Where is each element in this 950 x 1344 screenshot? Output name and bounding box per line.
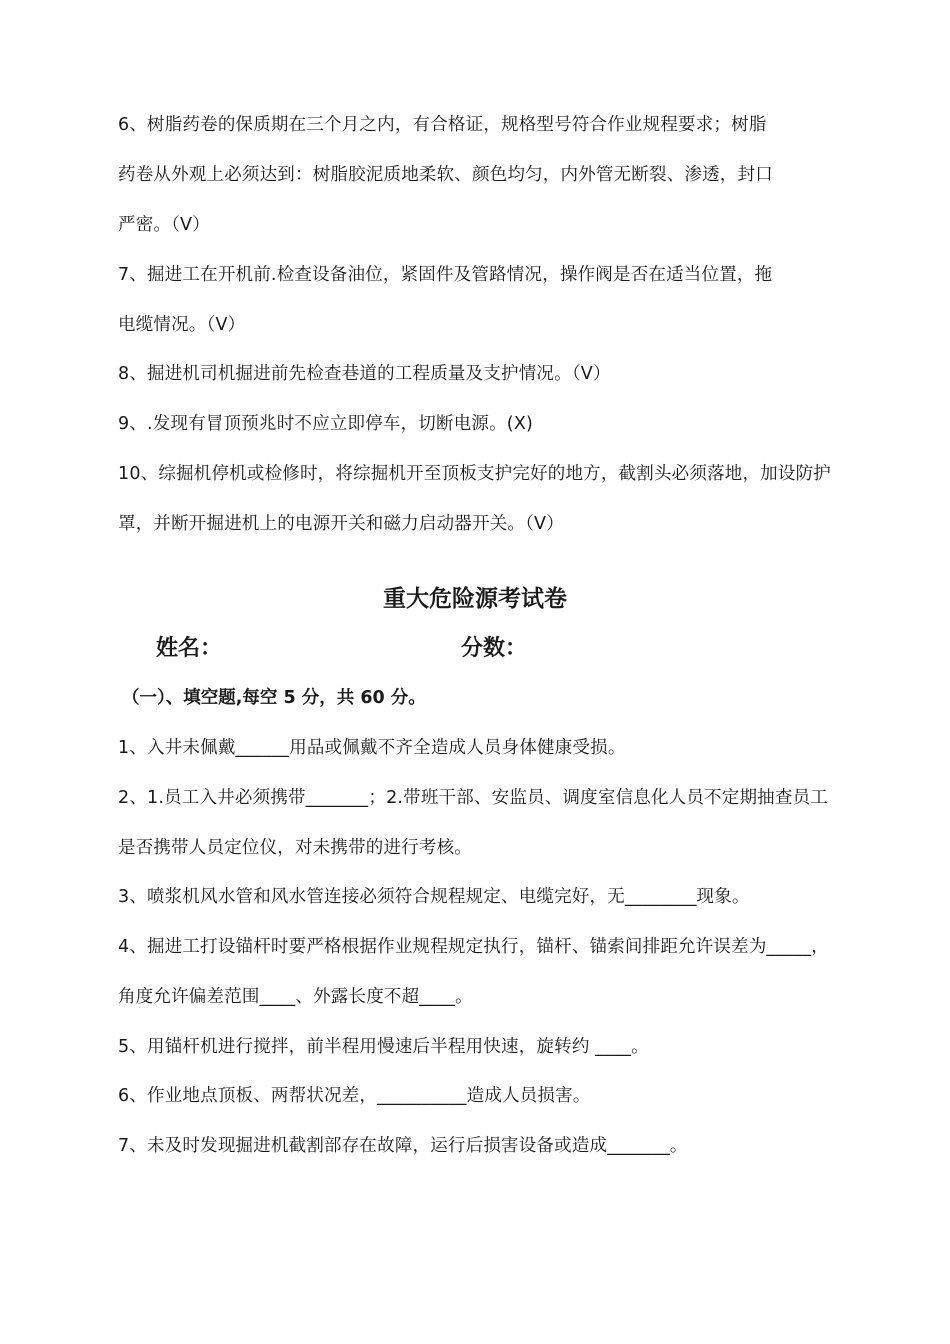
name-label: 姓名： xyxy=(156,636,223,661)
score-label: 分数： xyxy=(461,636,528,661)
judgment-item-10-line-2: 罩，并断开掘进机上的电源开关和磁力启动器开关。（V） xyxy=(118,514,564,534)
judgment-item-6-line-2: 药卷从外观上必须达到：树脂胶泥质地柔软、颜色均匀，内外管无断裂、渗透，封口 xyxy=(118,165,773,185)
exam-title: 重大危险源考试卷 xyxy=(383,586,567,612)
judgment-item-8: 8、掘进机司机掘进前先检查巷道的工程质量及支护情况。（V） xyxy=(118,364,611,384)
fill-item-2-line-2: 是否携带人员定位仪，对未携带的进行考核。 xyxy=(118,838,472,858)
judgment-item-7-line-1: 7、掘进工在开机前.检查设备油位，紧固件及管路情况，操作阀是否在适当位置，拖 xyxy=(118,265,773,285)
fill-item-4-line-2: 角度允许偏差范围____、外露长度不超____。 xyxy=(118,987,473,1007)
fill-item-4-line-1: 4、掘进工打设锚杆时要严格根据作业规程规定执行，锚杆、锚索间排距允许误差为_____， xyxy=(118,937,829,957)
fill-item-6: 6、作业地点顶板、两帮状况差，__________造成人员损害。 xyxy=(118,1086,591,1106)
fill-item-3: 3、喷浆机风水管和风水管连接必须符合规程规定、电缆完好，无________现象。 xyxy=(118,887,750,907)
judgment-item-9: 9、.发现有冒顶预兆时不应立即停车，切断电源。(X) xyxy=(118,414,534,434)
section-heading: （一）、填空题,每空 5 分，共 60 分。 xyxy=(122,688,426,708)
fill-item-7: 7、未及时发现掘进机截割部存在故障，运行后损害设备或造成_______。 xyxy=(118,1136,688,1156)
fill-item-5: 5、用锚杆机进行搅拌，前半程用慢速后半程用快速，旋转约 ____。 xyxy=(118,1037,649,1057)
fill-item-2-line-1: 2、1.员工入井必须携带_______；2.带班干部、安监员、调度室信息化人员不定期抽查员工 xyxy=(118,788,828,808)
judgment-item-6-line-3: 严密。（V） xyxy=(118,215,210,235)
fill-item-1: 1、入井未佩戴______用品或佩戴不齐全造成人员身体健康受损。 xyxy=(118,738,626,758)
judgment-item-10-line-1: 10、综掘机停机或检修时，将综掘机开至顶板支护完好的地方，截割头必须落地，加设防护 xyxy=(118,464,831,484)
judgment-item-7-line-2: 电缆情况。（V） xyxy=(118,315,246,335)
judgment-item-6-line-1: 6、树脂药卷的保质期在三个月之内，有合格证，规格型号符合作业规程要求；树脂 xyxy=(118,115,767,135)
